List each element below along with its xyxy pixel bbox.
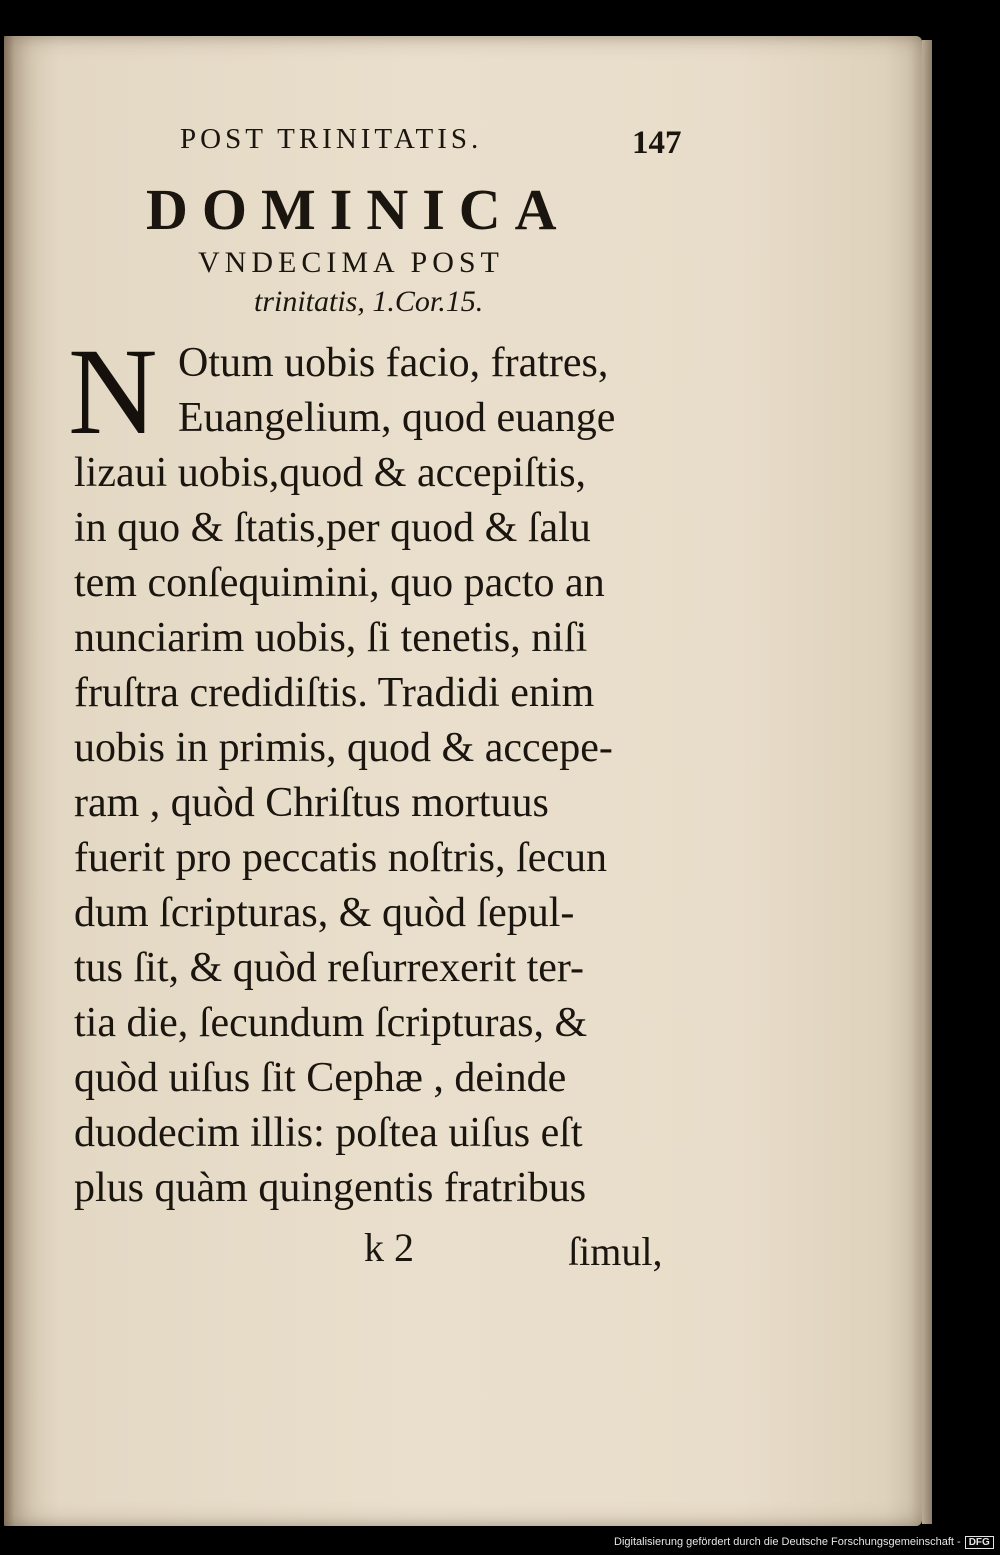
- text-line: tem conſequimini, quo pacto an: [74, 560, 605, 606]
- text-line: Euangelium, quod euange: [178, 395, 616, 441]
- text-line: uobis in primis, quod & accepe-: [74, 725, 613, 771]
- signature-mark: k 2: [364, 1225, 414, 1270]
- running-head: POST TRINITATIS.: [180, 123, 483, 155]
- digitization-credit: [614, 1536, 994, 1549]
- text-line: fuerit pro peccatis noſtris, ſecun: [74, 835, 607, 881]
- text-line: in quo & ſtatis,per quod & ſalu: [74, 505, 591, 551]
- section-subtitle: VNDECIMA POST: [198, 246, 504, 279]
- text-line: fruſtra credidiſtis. Tradidi enim: [74, 670, 595, 716]
- page-number: 147: [632, 125, 682, 161]
- drop-initial: N: [68, 323, 158, 460]
- section-title: DOMINICA: [146, 177, 571, 242]
- text-line: duodecim illis: poſtea uiſus eſt: [74, 1110, 583, 1156]
- text-line: dum ſcripturas, & quòd ſepul-: [74, 890, 575, 936]
- text-line: Otum uobis facio, fratres,: [178, 340, 609, 386]
- dfg-logo: DFG: [965, 1536, 994, 1549]
- scripture-reference: trinitatis, 1.Cor.15.: [254, 285, 484, 318]
- text-line: nunciarim uobis, ſi tenetis, niſi: [74, 615, 588, 661]
- text-line: ram , quòd Chriſtus mortuus: [74, 780, 549, 826]
- text-line: plus quàm quingentis fratribus: [74, 1165, 587, 1211]
- text-line: tus ſit, & quòd reſurrexerit ter-: [74, 945, 585, 991]
- credit-text: Digitalisierung gefördert durch die Deutsche Forschungsgemeinschaft -: [614, 1536, 961, 1548]
- catchword: ſimul,: [568, 1229, 663, 1274]
- text-line: tia die, ſecundum ſcripturas, &: [74, 1000, 588, 1046]
- text-line: quòd uiſus ſit Cephæ , deinde: [74, 1055, 567, 1101]
- text-line: lizaui uobis,quod & accepiſtis,: [74, 450, 587, 496]
- page-edge: [922, 40, 932, 1524]
